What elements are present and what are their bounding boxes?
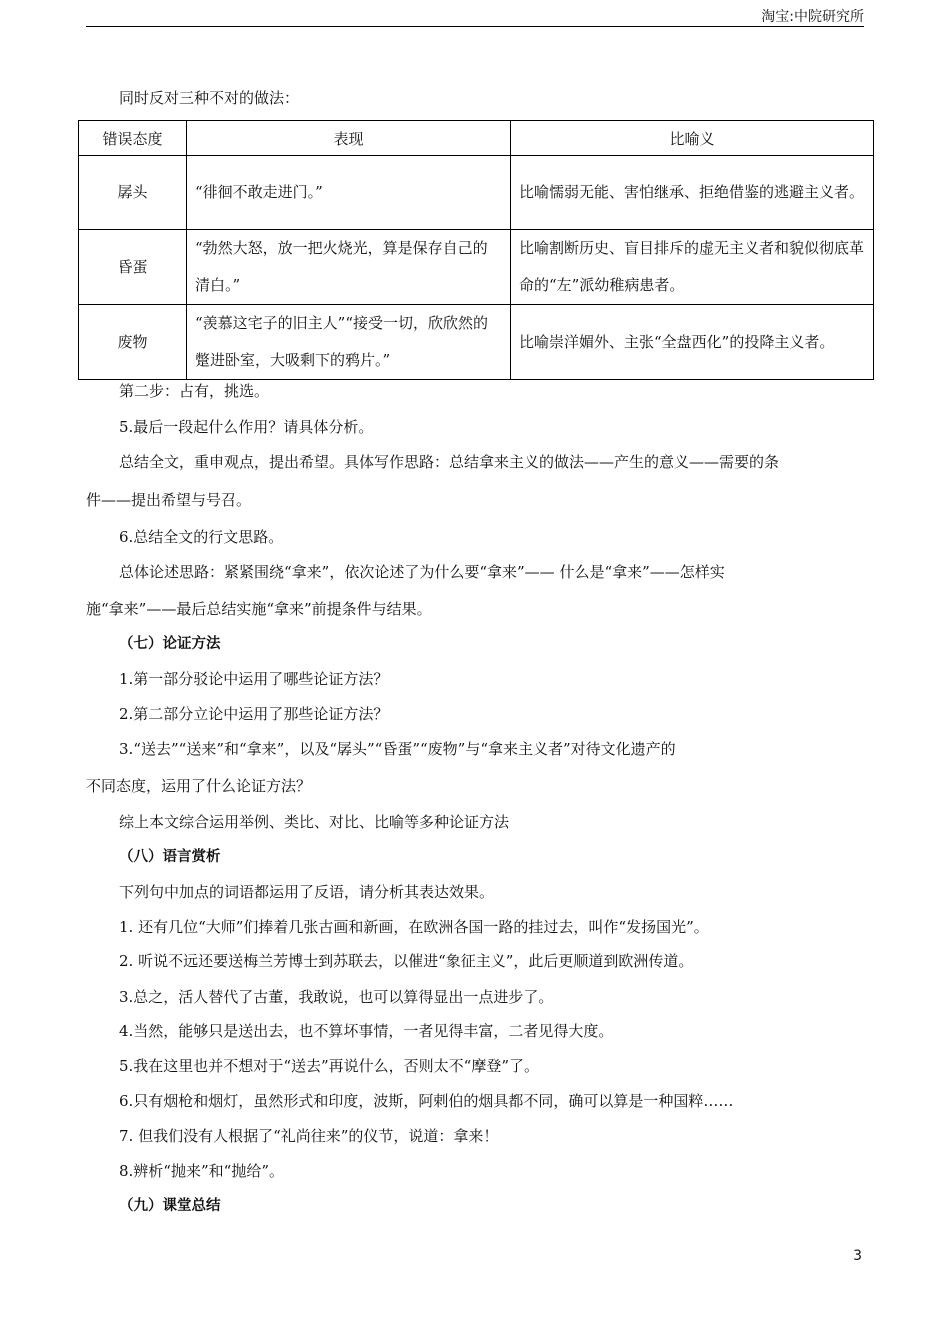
section-heading-8: （八）语言赏析 — [119, 849, 221, 865]
question-line: 2.第二部分立论中运用了那些论证方法？ — [119, 705, 389, 723]
page-number: 3 — [853, 1248, 862, 1264]
header-attitude: 错误态度 — [79, 121, 187, 156]
header-rule — [86, 26, 864, 27]
text-line: 第二步：占有，挑选。 — [119, 382, 270, 400]
text-line: 件——提出希望与号召。 — [86, 491, 252, 509]
list-item: 6.只有烟枪和烟灯，虽然形式和印度，波斯，阿剌伯的烟具都不同，确可以算是一种国粹…… — [119, 1092, 734, 1110]
cell-behavior: “勃然大怒，放一把火烧光，算是保存自己的清白。” — [187, 230, 511, 305]
question-5: 5.最后一段起什么作用？请具体分析。 — [119, 418, 374, 436]
cell-meaning: 比喻崇洋媚外、主张“全盘西化”的投降主义者。 — [511, 305, 874, 380]
wrong-attitudes-table — [78, 120, 874, 380]
table-intro: 同时反对三种不对的做法： — [119, 89, 300, 107]
cell-meaning: 比喻割断历史、盲目排斥的虚无主义者和貌似彻底革命的“左”派幼稚病患者。 — [511, 230, 874, 305]
text-line: 下列句中加点的词语都运用了反语，请分析其表达效果。 — [119, 883, 495, 901]
cell-attitude: 废物 — [79, 305, 187, 380]
text-line: 施“拿来”——最后总结实施“拿来”前提条件与结果。 — [86, 600, 432, 618]
text-line: 综上本文综合运用举例、类比、对比、比喻等多种论证方法 — [119, 813, 510, 831]
section-heading-7: （七）论证方法 — [119, 636, 221, 652]
list-item: 5.我在这里也并不想对于“送去”再说什么，否则太不“摩登”了。 — [119, 1057, 539, 1075]
question-line: 3.“送去”“送来”和“拿来”，以及“孱头”“昏蛋”“废物”与“拿来主义者”对待文化遗产的 — [119, 740, 676, 758]
text-line: 总体论述思路：紧紧围绕“拿来”，依次论述了为什么要“拿来”—— 什么是“拿来”——怎样实 — [119, 563, 725, 581]
table-header-row — [79, 121, 874, 156]
list-item: 8.辨析“抛来”和“抛给”。 — [119, 1162, 284, 1180]
list-item: 2. 听说不远还要送梅兰芳博士到苏联去，以催进“象征主义”，此后更顺道到欧洲传道。 — [119, 952, 694, 970]
question-line: 1.第一部分驳论中运用了哪些论证方法？ — [119, 670, 389, 688]
table-row — [79, 156, 874, 230]
header-behavior: 表现 — [187, 121, 511, 156]
cell-meaning: 比喻懦弱无能、害怕继承、拒绝借鉴的逃避主义者。 — [511, 156, 874, 230]
table-row — [79, 230, 874, 305]
table-row — [79, 305, 874, 380]
text-line: 总结全文，重申观点，提出希望。具体写作思路：总结拿来主义的做法——产生的意义——需要的条 — [119, 453, 780, 471]
header-meaning: 比喻义 — [511, 121, 874, 156]
list-item: 4.当然，能够只是送出去，也不算坏事情，一者见得丰富，二者见得大度。 — [119, 1022, 614, 1040]
text-line: 不同态度，运用了什么论证方法？ — [86, 777, 312, 795]
section-heading-9: （九）课堂总结 — [119, 1198, 221, 1214]
cell-behavior: “徘徊不敢走进门。” — [187, 156, 511, 230]
question-6: 6.总结全文的行文思路。 — [119, 528, 284, 546]
list-item: 7. 但我们没有人根据了“礼尚往来”的仪节，说道：拿来！ — [119, 1127, 499, 1145]
cell-behavior: “羡慕这宅子的旧主人”“接受一切，欣欣然的蹩进卧室，大吸剩下的鸦片。” — [187, 305, 511, 380]
list-item: 1. 还有几位“大师”们捧着几张古画和新画，在欧洲各国一路的挂过去，叫作“发扬国光”。 — [119, 918, 709, 936]
header-source: 淘宝:中院研究所 — [761, 9, 864, 25]
cell-attitude: 孱头 — [79, 156, 187, 230]
list-item: 3.总之，活人替代了古董，我敢说，也可以算得显出一点进步了。 — [119, 988, 554, 1006]
cell-attitude: 昏蛋 — [79, 230, 187, 305]
